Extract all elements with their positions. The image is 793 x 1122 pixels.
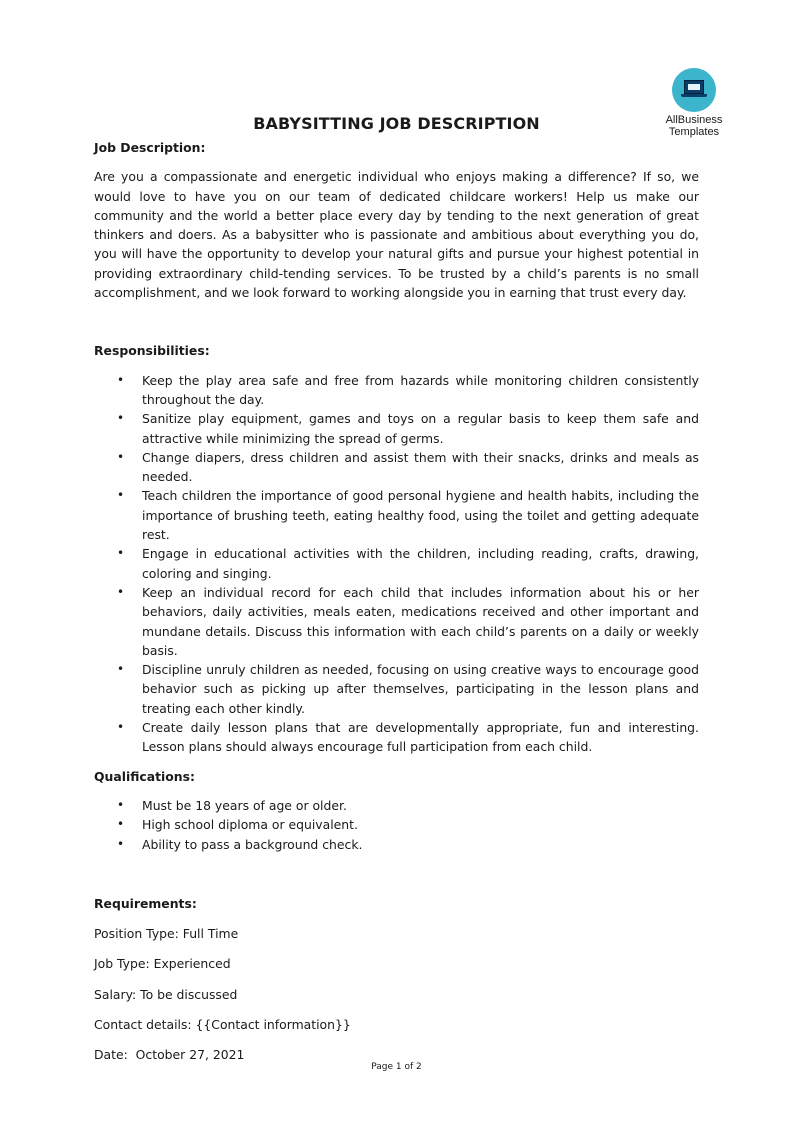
bullet-icon: • (117, 817, 125, 832)
page-number: Page 1 of 2 (371, 1062, 422, 1072)
job-type: Job Type: Experienced (94, 956, 231, 972)
bullet-icon: • (117, 488, 125, 503)
list-item: • Ability to pass a background check. (94, 835, 699, 854)
list-item: • High school diploma or equivalent. (94, 815, 699, 834)
requirements-heading: Requirements: (94, 895, 197, 911)
bullet-icon: • (117, 584, 125, 599)
responsibilities-heading: Responsibilities: (94, 343, 210, 359)
list-item: • Create daily lesson plans that are developmentally appropriate, fun and interesting. Lesson plans should always encourage full participation from each child. (117, 720, 699, 755)
list-item: • Change diapers, dress children and assist them with their snacks, drinks and meals as needed. (117, 449, 699, 485)
page-title: BABYSITTING JOB DESCRIPTION (253, 114, 540, 133)
logo-line2: Templates (668, 126, 720, 138)
job-description-text: Are you a compassionate and energetic individual who enjoys making a difference? If so, we would love to have you on our team of dedicated childcare workers! Help us make our community and the world a better place every day by tending to the next generation of great thinkers and doers. As a babysitter who is passionate and ambitious about everything you do, you will have the opportunity to develop your natural gifts and pursue your highest potential in providing extraordinary child-tending services. To be trusted by a child’s parents is no small accomplishment, and we look forward to working alongside you in earning that trust every day. (94, 169, 699, 301)
bullet-icon: • (117, 449, 125, 464)
list-item: • Keep an individual record for each child that includes information about his or her behaviors, daily activities, meals eaten, medications received and other important and mundane details. Discuss this information with each child’s parents on a daily or weekly basis. (117, 584, 699, 658)
list-item: • Must be 18 years of age or older. (94, 796, 699, 815)
job-description-heading: Job Description: (94, 140, 206, 155)
bullet-icon: • (117, 662, 125, 677)
list-item: • Sanitize play equipment, games and toys on a regular basis to keep them safe and attractive while minimizing the spread of germs. (117, 411, 699, 446)
qualifications-list (94, 796, 699, 854)
logo-line1: AllBusiness (665, 114, 723, 126)
document-body (94, 138, 699, 1065)
laptop-icon (672, 68, 716, 112)
list-item: • Keep the play area safe and free from hazards while monitoring children consistently throughout the day. (117, 372, 699, 407)
qualifications-heading: Qualifications: (94, 768, 195, 784)
bullet-icon: • (117, 411, 125, 426)
list-item: • Teach children the importance of good personal hygiene and health habits, including the importance of brushing teeth, eating healthy food, using the toilet and getting adequate rest. (117, 488, 699, 543)
position-type: Position Type: Full Time (94, 926, 239, 942)
bullet-icon: • (117, 797, 125, 812)
responsibilities-list (94, 371, 699, 757)
date: Date: October 27, 2021 (94, 1047, 245, 1063)
list-item: • Discipline unruly children as needed, focusing on using creative ways to encourage good behavior such as picking up after themselves, participating in the lesson plans and treating each other kindly. (117, 662, 699, 716)
bullet-icon: • (117, 546, 125, 561)
bullet-icon: • (117, 372, 125, 387)
list-item: • Engage in educational activities with the children, including reading, crafts, drawing, coloring and singing. (117, 546, 699, 581)
contact-details: Contact details: {{Contact information}} (94, 1016, 351, 1032)
bullet-icon: • (117, 836, 125, 851)
salary: Salary: To be discussed (94, 986, 238, 1002)
bullet-icon: • (117, 720, 125, 735)
